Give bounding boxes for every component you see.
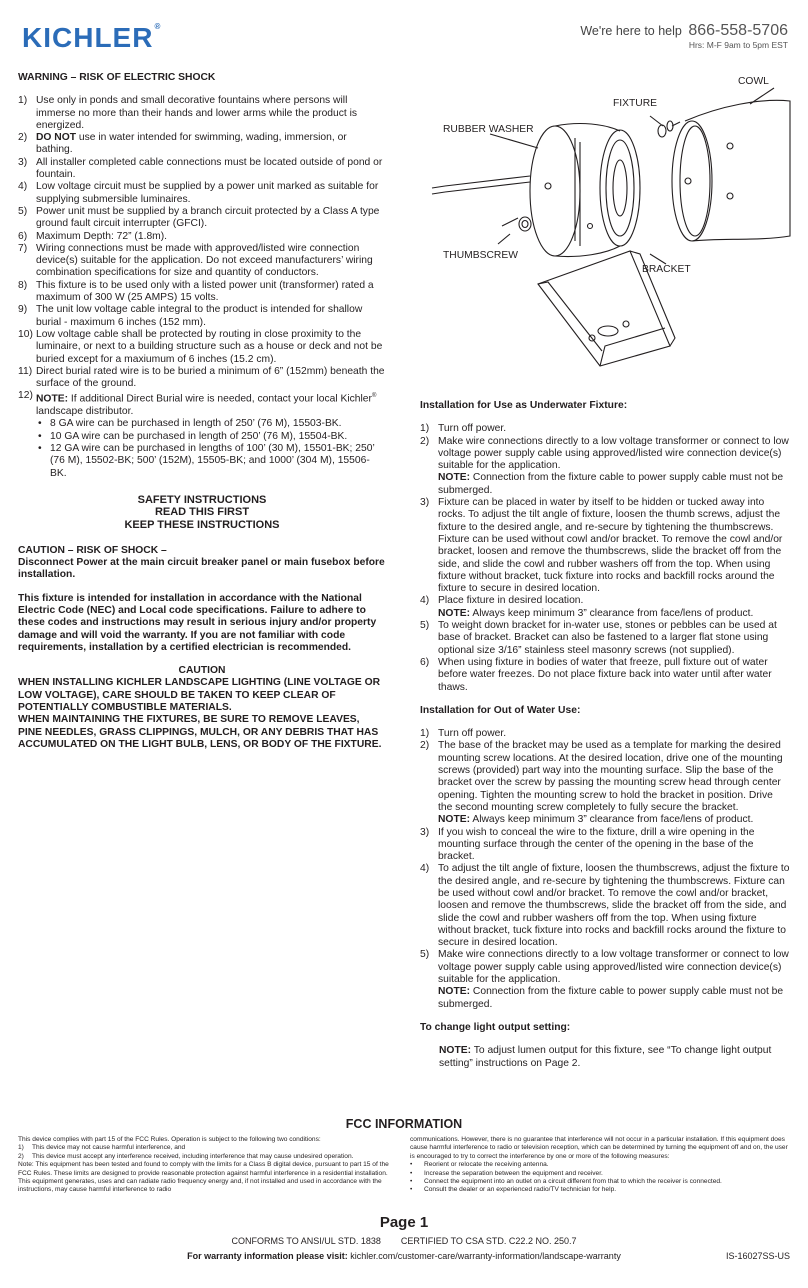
wire-option: • 8 GA wire can be purchased in length of 250’ (76 M), 15503-BK. [38,418,386,430]
fcc-measure: • Reorient or relocate the receiving antenna. [410,1161,549,1169]
fcc-left-column [18,1136,390,1195]
label-fixture: FIXTURE [613,98,658,109]
caution-shock-title: CAUTION – RISK OF SHOCK – [18,544,167,556]
label-bracket: BRACKET [642,264,691,275]
wire-options-list [36,418,386,479]
warning-item: 6) Maximum Depth: 72” (1.8m). [18,230,168,242]
thumbscrew-illustration [502,217,531,231]
outofwater-steps [420,728,790,1011]
warning-item: 2) DO NOT use in water intended for swimming, wading, immersion, or bathing. [18,132,347,156]
label-thumbscrew: THUMBSCREW [443,250,518,261]
label-cowl: COWL [738,76,769,87]
right-column [420,400,790,1070]
warning-item: 10) Low voltage cable shall be protected by routing in close proximity to the luminaire, or next to a building structure such as a house or deck and not be buried except for a maxiumum of 6 inches (15.2 cm). [18,328,383,365]
phone-number: 866-558-5706 [688,22,788,39]
code-compliance-text: This fixture is intended for installation in accordance with the National Electric Code (NEC) and Local code specifications. Failure to adhere to these codes and instructions may result in serious injury and/or property damage and will void the warranty. If you are not familiar with code requirements, installation by a certified electrician is recommended. [18,592,377,653]
warning-item: 4) Low voltage circuit must be supplied by a power unit marked as suitable for supplying submersible luminaires. [18,181,379,205]
warning-item: 11) Direct burial rated wire is to be buried a minimum of 6” (152mm) beneath the surface of the ground. [18,365,385,390]
wire-option: • 10 GA wire can be purchased in length of 250’ (76 M), 15504-BK. [38,431,386,443]
step-item: 6) When using fixture in bodies of water that freeze, pull fixture out of water before water freezes. Do not place fixture back into water until after water thaws. [420,656,772,693]
warning-item-12: 12) NOTE: If additional Direct Burial wire is needed, contact your local Kichler® landscape distributor. • 8 GA wire can be purchased in length of 250’ (76 M), 15503-BK. • 10 GA wire can be purchased in length of 250’ (76 M), 15504-BK. • 12 GA wire can be purchased in lengths of 100’ (30 M), 15501-BK; 250’ (76 M), 15502-BK; 500’ (152M), 15505-BK; and 1000’ (304 M), 15506-BK. [18,390,386,480]
warning-item: 5) Power unit must be supplied by a branch circuit protected by a Class A type ground fault circuit interrupter (GFCI). [18,205,380,230]
fcc-conditions [18,1144,390,1161]
step-item: 4) To adjust the tilt angle of fixture, loosen the thumbscrews, adjust the fixture to the desired angle, and re-secure by tightening the thumbscrews. Fixture can be used without cowl and/or bracket. To remove the cowl and/or bracket, loosen and remove the thumbscrews, slide the bracket off from the side, and slide the cowl and rubber washers off from the top. When using fixture without bracket, tuck fixture into rocks and backfill rocks around the fixture to secure in desired location. [420,863,790,949]
fixture-illustration [530,124,640,257]
help-contact [580,22,788,50]
fixture-diagram [430,76,800,376]
light-output-note: NOTE: To adjust lumen output for this fixture, see “To change light output setting” instructions on Page 2. [439,1045,772,1069]
caution-shock-text: Disconnect Power at the main circuit breaker panel or main fusebox before installation. [18,557,385,581]
cable-illustration [432,176,530,194]
outofwater-title: Installation for Out of Water Use: [420,704,581,716]
fcc-condition: 1) This device may not cause harmful interference, and [18,1144,186,1152]
fcc-right-text: communications. However, there is no guarantee that interference will not occur in a particular installation. If this equipment does cause harmful interference to radio or television reception, which can be determined by turning the equipment off and on, the user is encouraged to try to correct the interference by one or more of the following measures: [410,1136,788,1160]
left-column [18,72,386,751]
safety-title-3: KEEP THESE INSTRUCTIONS [124,518,280,531]
light-output-title: To change light output setting: [420,1021,571,1033]
help-text: We're here to help [580,24,682,38]
warning-item: 7) Wiring connections must be made with approved/listed wire connection device(s) suitable for the application. Do not exceed manufacturers’ wiring combination specifications for size and quantity of conductors. [18,242,373,279]
step-item: 1) Turn off power. [420,728,507,740]
standards-line: CONFORMS TO ANSI/UL STD. 1838 CERTIFIED TO CSA STD. C22.2 NO. 250.7 [231,1236,577,1246]
warning-item: 9) The unit low voltage cable integral to the product is intended for shallow burial - maximum 6 inches (152 mm). [18,304,363,328]
step-item: 3) If you wish to conceal the wire to the fixture, drill a wire opening in the mounting surface through the center of the opening in the base of the bracket. [420,826,755,863]
fcc-measure: • Connect the equipment into an outlet on a circuit different from that to which the receiver is connected. [410,1178,722,1186]
safety-title-1: SAFETY INSTRUCTIONS [137,493,267,506]
fcc-measures [410,1161,790,1195]
caution-text-2: WHEN MAINTAINING THE FIXTURES, BE SURE TO REMOVE LEAVES, PINE NEEDLES, GRASS CLIPPINGS, MULCH, OR ANY DEBRIS THAT HAS ACCUMULATED ON THE LIGHT BULB, LENS, OR BODY OF THE FIXTURE. [18,714,382,750]
caution-text-1: WHEN INSTALLING KICHLER LANDSCAPE LIGHTING (LINE VOLTAGE OR LOW VOLTAGE), CARE SHOULD BE TAKEN TO KEEP CLEAR OF POTENTIALLY COMBUSTIBLE MATERIALS. [18,677,381,714]
caution-title: CAUTION [178,665,226,677]
fcc-condition: 2) This device must accept any interference received, including interference that may cause undesired operation. [18,1152,354,1160]
warning-item: 3) All installer completed cable connections must be located outside of pond or fountain. [18,156,383,181]
cowl-illustration [672,100,790,241]
wire-option: • 12 GA wire can be purchased in lengths of 100’ (30 M), 15501-BK; 250’ (76 M), 15502-BK; 500’ (152M), 15505-BK; and 1000’ (304 M), 15506-BK. [38,443,386,480]
fcc-title: FCC INFORMATION [345,1117,463,1131]
kichler-logo: KICHLER® [22,22,162,53]
fcc-measure: • Consult the dealer or an experienced radio/TV technician for help. [410,1186,617,1194]
label-rubber-washer: RUBBER WASHER [443,124,534,135]
warning-item: 1) Use only in ponds and small decorative fountains where persons will immerse no more than their hands and lower arms while the product is energized. [18,95,358,131]
warning-item: 8) This fixture is to be used only with a listed power unit (transformer) rated a maximum of 300 W (25 AMPS) 15 volts. [18,279,374,304]
fcc-right-column [410,1136,790,1195]
document-id: IS-16027SS-US [725,1251,790,1261]
underwater-title: Installation for Use as Underwater Fixture: [420,400,628,411]
warranty-link[interactable]: kichler.com/customer-care/warranty-information/landscape-warranty [350,1251,621,1261]
exploded-view-illustration [430,76,800,376]
page-number: Page 1 [379,1214,429,1231]
warranty-line: For warranty information please visit: kichler.com/customer-care/warranty-information/landscape-warranty [187,1251,621,1261]
step-item: 5) To weight down bracket for in-water use, stones or pebbles can be used at base of bracket. Bracket can also be fastened to a larger flat stone using optional size 3/16” stainless steel masonry screws (not supplied). [420,620,777,656]
step-item: 3) Fixture can be placed in water by itself to be hidden or tucked away into rocks. To adjust the tilt angle of fixture, loosen the thumb screws, adjust the fixture to the desired angle, and re-secure by tightening the thumbscrews. Fixture can be used without cowl and/or bracket. To remove the cowl and/or bracket, loosen and remove the thumbscrews, slide the bracket off from the side, and slide the cowl and rubber washers off from the top. When using fixture without bracket, tuck fixture into rocks and backfill rocks around the fixture to secure in desired location. [420,497,783,595]
underwater-steps [420,423,790,694]
fcc-measure: • Increase the separation between the equipment and receiver. [410,1169,603,1177]
step-item: 1) Turn off power. [420,423,507,435]
step-item: 4) Place fixture in desired location. NOTE: Always keep minimum 3” clearance from face/lens of product. [420,595,754,619]
support-hours: Hrs: M-F 9am to 5pm EST [688,40,788,50]
step-item: 2) Make wire connections directly to a low voltage transformer or connect to low voltage power supply cable using approved/listed wire connection device(s) suitable for the application. NOTE: Connection from the fixture cable to power supply cable must not be submerged. [420,435,789,496]
step-item: 2) The base of the bracket may be used as a template for marking the desired mounting screw locations. At the desired location, drive one of the mounting screws (provided) part way into the mounting surface. Slip the base of the bracket over the screw by passing the mounting screw head through center opening. Tighten the mounting screw to hold the bracket in position. Drive the second mounting screw completely to fully secure the bracket. NOTE: Always keep minimum 3” clearance from face/lens of product. [420,740,783,826]
step-item: 5) Make wire connections directly to a low voltage transformer or connect to low voltage power supply cable using approved/listed wire connection device(s) suitable for the application. NOTE: Connection from the fixture cable to power supply cable must not be submerged. [420,949,789,1010]
safety-title-2: READ THIS FIRST [154,506,250,519]
warning-list [18,95,386,390]
fcc-intro: This device complies with part 15 of the FCC Rules. Operation is subject to the following two conditions: [18,1136,321,1143]
fcc-note: Note: This equipment has been tested and found to comply with the limits for a Class B digital device, pursuant to part 15 of the FCC Rules. These limits are designed to provide reasonable protection against harmful interference in a residential installation. This equipment generates, uses and can radiate radio frequency energy and, if not installed and used in accordance with the instructions, may cause harmful interference to radio [18,1161,389,1194]
warning-title: WARNING – RISK OF ELECTRIC SHOCK [18,72,216,83]
